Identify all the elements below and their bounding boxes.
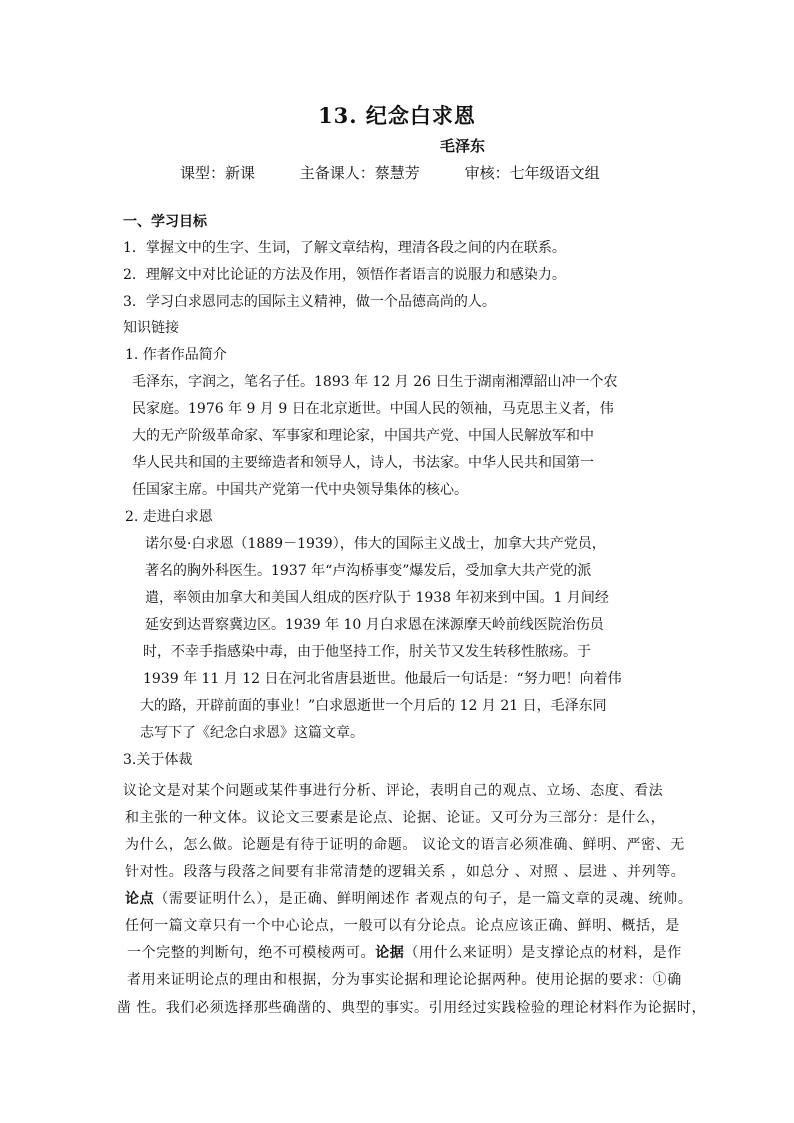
- line-text: （需要证明什么），是正确、鲜明阐述作 者观点的句子，是一篇文章的灵魂、统帅。: [154, 891, 693, 907]
- paragraph-line: [117, 998, 706, 1018]
- line-text: 针对性。段落与段落之间要有非常清楚的逻辑关系 ，如总分 、对照 、层进 、并列等。: [125, 864, 686, 880]
- line-emphasis: 论据: [375, 945, 405, 961]
- paragraph-line: 志写下了《纪念白求恩》这篇文章。: [140, 725, 364, 741]
- course-type: 课型：新课: [180, 164, 256, 182]
- line-text: 任何一篇文章只有一个中心论点，一般可以有分论点。论点应该正确、鲜明、概括，是: [125, 918, 680, 934]
- paragraph-line: 遣，率领由加拿大和美国人组成的医疗队于 1938 年初来到中国。1 月间经: [145, 590, 609, 606]
- paragraph-line: 任国家主席。中国共产党第一代中央领导集体的核心。: [132, 482, 468, 498]
- paragraph-line: [125, 835, 685, 855]
- line-text: 凿 性。我们必须选择那些确凿的、典型的事实。引用经过实践检验的理论材料作为论据时，: [117, 1000, 707, 1016]
- paragraph-line: 时，不幸手指感染中毒，由于他坚持工作，肘关节又发生转移性脓疡。于: [143, 644, 591, 660]
- line-text: 和主张的一种文体。议论文三要素是论点、论据、论证。又可分为三部分：是什么，: [125, 810, 666, 826]
- paragraph-line: [127, 970, 682, 990]
- paragraph-line: [123, 781, 663, 801]
- line-text: 者用来证明论点的理由和根据，分为事实论据和理论论据两种。使用论据的要求：①确: [127, 972, 682, 988]
- paragraph-line: 华人民共和国的主要缔造者和领导人，诗人，书法家。中华人民共和国第一: [132, 455, 594, 471]
- line-text: 议论文是对某个问题或某件事进行分析、评论，表明自己的观点、立场、态度、看法: [123, 783, 664, 799]
- paragraph-line: [125, 808, 665, 828]
- paragraph-line: 诺尔曼·白求恩（1889－1939），伟大的国际主义战士，加拿大共产党员，: [145, 536, 606, 552]
- line-text: （用什么来证明）是支撑论点的材料，是作: [404, 945, 682, 961]
- line-emphasis: 论点: [125, 891, 155, 907]
- paragraph-line: [125, 916, 680, 936]
- section-heading-goals: 一、学习目标: [123, 214, 207, 230]
- lead-teacher: 主备课人：蔡慧芳: [299, 164, 420, 182]
- lesson-meta: [180, 162, 640, 183]
- paragraph-line: [125, 862, 685, 882]
- author-name: 毛泽东: [440, 137, 486, 155]
- subheading-genre: 3.关于体裁: [123, 752, 193, 768]
- paragraph-line: 大的路，开辟前面的事业！”白求恩逝世一个月后的 12 月 21 日，毛泽东同: [140, 698, 607, 714]
- section-heading-knowledge: 知识链接: [123, 320, 179, 336]
- line-text: 一个完整的判断句，绝不可模棱两可。: [127, 945, 376, 961]
- paragraph-line: [127, 943, 682, 963]
- paragraph-line: 民家庭。1976 年 9 月 9 日在北京逝世。中国人民的领袖，马克思主义者，伟: [132, 401, 614, 417]
- subheading-author-intro: 1. 作者作品简介: [125, 347, 227, 363]
- goal-item: 2．理解文中对比论证的方法及作用，领悟作者语言的说服力和感染力。: [123, 267, 566, 283]
- review-group: 审核：七年级语文组: [464, 164, 600, 182]
- line-text: 为什么，怎么做。论题是有待于证明的命题。 议论文的语言必须准确、鲜明、严密、无: [125, 837, 685, 853]
- paragraph-line: [125, 889, 692, 909]
- paragraph-line: 1939 年 11 月 12 日在河北省唐县逝世。他最后一句话是：“努力吧！向着伟: [143, 671, 622, 687]
- subheading-bethune: 2. 走进白求恩: [125, 509, 213, 525]
- goal-item: 3．学习白求恩同志的国际主义精神，做一个品德高尚的人。: [123, 294, 496, 310]
- paragraph-line: 大的无产阶级革命家、军事家和理论家，中国共产党、中国人民解放军和中: [132, 428, 594, 444]
- paragraph-line: 著名的胸外科医生。1937 年“卢沟桥事变”爆发后，受加拿大共产党的派: [145, 563, 592, 579]
- paragraph-line: 毛泽东，字润之，笔名子任。1893 年 12 月 26 日生于湖南湘潭韶山冲一个农: [132, 374, 618, 390]
- page-title: 13. 纪念白求恩: [318, 103, 476, 128]
- goal-item: 1．掌握文中的生字、生词，了解文章结构，理清各段之间的内在联系。: [123, 240, 566, 256]
- paragraph-line: 延安到达晋察冀边区。1939 年 10 月白求恩在涞源摩天岭前线医院治伤员: [145, 617, 604, 633]
